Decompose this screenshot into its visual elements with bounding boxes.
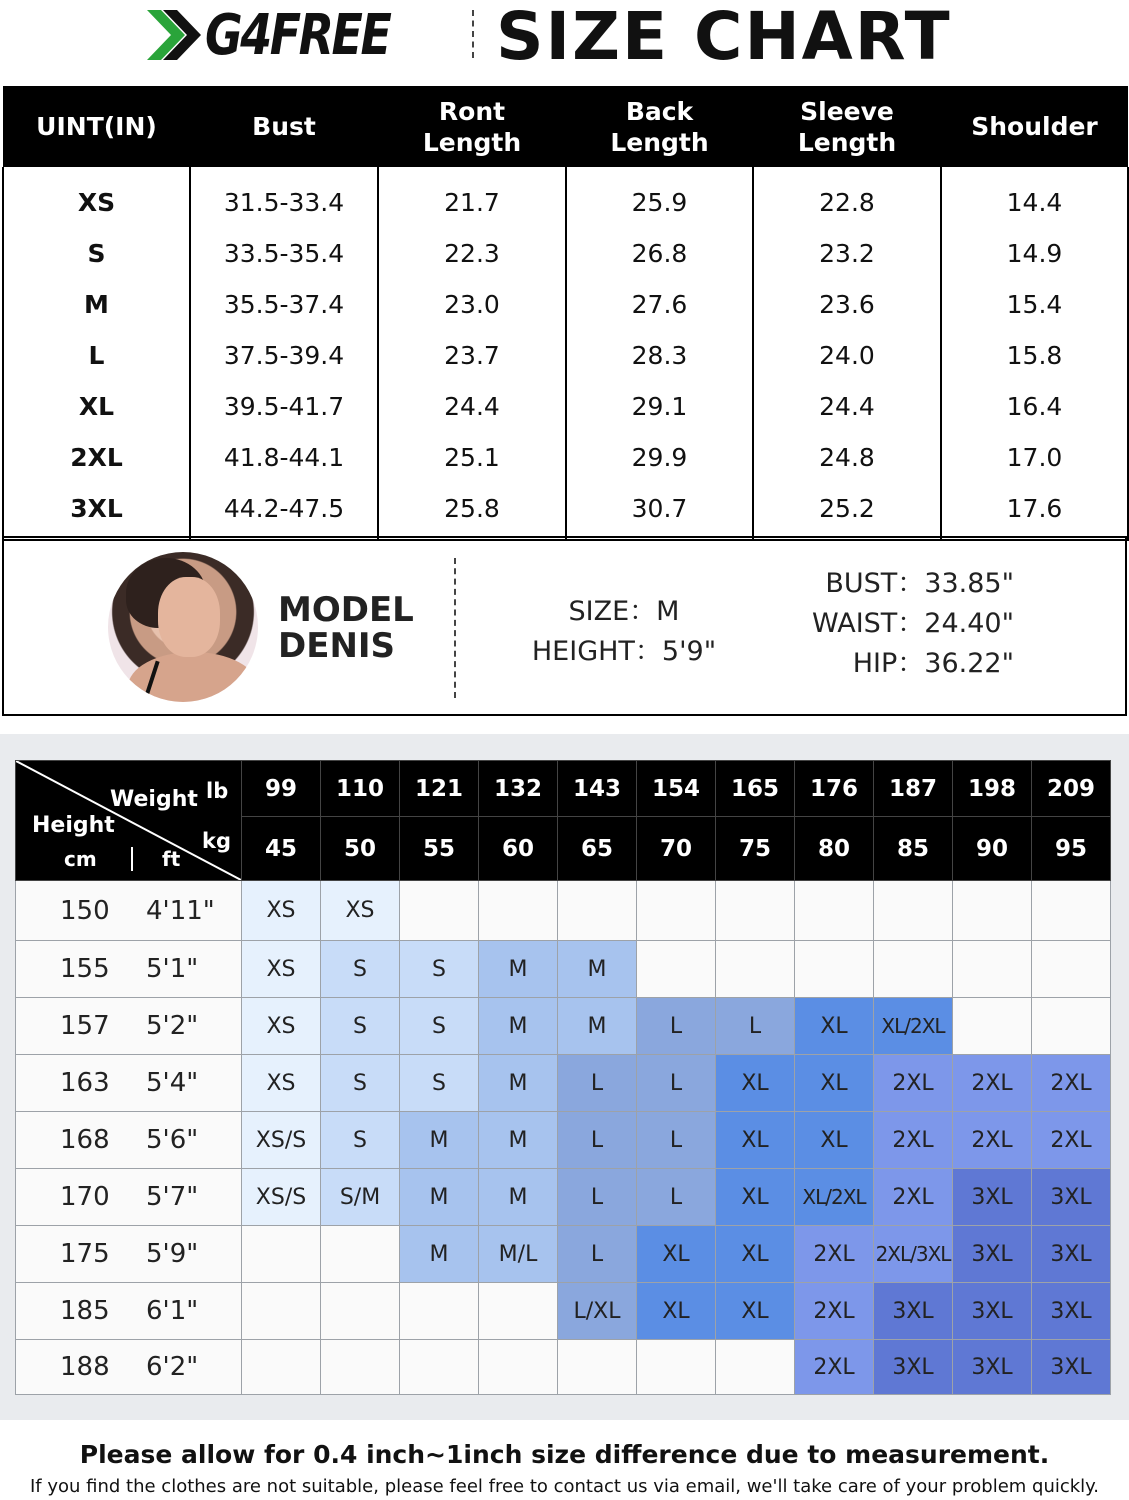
lb-header: 187 — [874, 761, 953, 817]
fit-size-cell: XL — [795, 1112, 874, 1169]
lb-label: lb — [206, 779, 229, 803]
measurement-cell: 25.9 — [566, 167, 753, 228]
kg-header: 45 — [242, 817, 321, 881]
model-name-line2: DENIS — [278, 626, 396, 666]
measurement-cell: 23.0 — [378, 279, 566, 330]
height-label: Height — [32, 813, 115, 838]
fit-size-cell: S — [321, 1112, 400, 1169]
fit-size-cell — [795, 941, 874, 998]
fit-size-cell — [874, 881, 953, 941]
column-header-text: Back Length — [610, 96, 709, 157]
height-cm: 168 — [60, 1125, 110, 1155]
measurement-cell: 23.7 — [378, 330, 566, 381]
measurement-cell: 33.5-35.4 — [190, 228, 378, 279]
lb-header: 121 — [400, 761, 479, 817]
fit-size-cell: XL — [716, 1226, 795, 1283]
model-height: HEIGHT：5'9" — [531, 636, 717, 667]
fit-size-cell: L — [558, 1226, 637, 1283]
fit-size-cell — [242, 1340, 321, 1395]
measurement-cell: 24.0 — [753, 330, 941, 381]
fit-size-cell: 2XL — [795, 1340, 874, 1395]
fit-size-cell: S/M — [321, 1169, 400, 1226]
fit-size-cell: 2XL — [953, 1112, 1032, 1169]
measurement-cell: 15.8 — [941, 330, 1128, 381]
unit-separator — [131, 847, 133, 871]
table-row — [16, 1169, 1111, 1226]
fit-size-cell: S — [400, 998, 479, 1055]
measurement-cell: 29.1 — [566, 381, 753, 432]
size-label: 3XL — [3, 483, 190, 540]
kg-header: 95 — [1032, 817, 1111, 881]
fit-size-cell — [795, 881, 874, 941]
measurement-cell: 25.2 — [753, 483, 941, 540]
fit-size-cell — [321, 1340, 400, 1395]
size-label: M — [3, 279, 190, 330]
measurement-cell: 25.1 — [378, 432, 566, 483]
fit-size-cell: M — [479, 1055, 558, 1112]
height-ft: 5'7" — [146, 1182, 199, 1212]
measurement-cell: 39.5-41.7 — [190, 381, 378, 432]
fit-size-cell — [1032, 941, 1111, 998]
size-label: S — [3, 228, 190, 279]
fit-size-cell — [1032, 998, 1111, 1055]
kg-header: 60 — [479, 817, 558, 881]
height-cm: 170 — [60, 1182, 110, 1212]
model-avatar — [108, 552, 258, 702]
measurement-cell: 14.4 — [941, 167, 1128, 228]
lb-header: 154 — [637, 761, 716, 817]
fit-size-cell — [321, 1226, 400, 1283]
table-corner — [16, 761, 242, 881]
kg-header: 85 — [874, 817, 953, 881]
height-cm: 150 — [60, 895, 110, 926]
measurement-cell: 22.3 — [378, 228, 566, 279]
fit-size-cell: 2XL — [874, 1169, 953, 1226]
height-cell — [16, 1340, 242, 1395]
lb-header: 132 — [479, 761, 558, 817]
height-cell — [16, 1112, 242, 1169]
fit-size-cell: L — [558, 1112, 637, 1169]
fit-size-cell — [1032, 881, 1111, 941]
measurement-cell: 22.8 — [753, 167, 941, 228]
fit-size-cell: 3XL — [1032, 1226, 1111, 1283]
fit-size-cell: L — [558, 1055, 637, 1112]
lb-header: 176 — [795, 761, 874, 817]
fit-size-cell — [637, 941, 716, 998]
fit-size-cell: L — [716, 998, 795, 1055]
column-header: Shoulder — [941, 86, 1128, 167]
fit-size-cell: 3XL — [953, 1283, 1032, 1340]
table-row — [3, 483, 1128, 540]
fit-size-cell: XS — [242, 998, 321, 1055]
fit-size-cell: L/XL — [558, 1283, 637, 1340]
height-cm: 163 — [60, 1068, 110, 1098]
measurement-cell: 24.4 — [753, 381, 941, 432]
fit-size-cell: XL — [637, 1283, 716, 1340]
fit-size-cell: M — [400, 1112, 479, 1169]
fit-size-cell — [716, 881, 795, 941]
kg-header: 75 — [716, 817, 795, 881]
fit-size-cell: XS — [321, 881, 400, 941]
measurement-note: Please allow for 0.4 inch~1inch size difference due to measurement. — [79, 1440, 1050, 1469]
size-measurement-table — [2, 86, 1129, 541]
height-ft: 6'1" — [146, 1296, 199, 1326]
model-bust: BUST：33.85" — [825, 568, 1014, 599]
fit-size-cell — [716, 1340, 795, 1395]
size-label: 2XL — [3, 432, 190, 483]
lb-header: 99 — [242, 761, 321, 817]
fit-size-cell — [242, 1226, 321, 1283]
fit-size-cell: M — [400, 1169, 479, 1226]
fit-size-cell: L — [637, 1112, 716, 1169]
fit-size-cell: 2XL — [795, 1283, 874, 1340]
table-row — [16, 1340, 1111, 1395]
height-cm: 175 — [60, 1239, 110, 1269]
table-row — [16, 1283, 1111, 1340]
lb-header: 165 — [716, 761, 795, 817]
measurement-cell: 24.4 — [378, 381, 566, 432]
measurement-cell: 17.6 — [941, 483, 1128, 540]
measurement-cell: 26.8 — [566, 228, 753, 279]
brand-name: G4FREE — [205, 2, 390, 68]
fit-size-cell: XL — [716, 1055, 795, 1112]
measurement-cell: 37.5-39.4 — [190, 330, 378, 381]
measurement-cell: 35.5-37.4 — [190, 279, 378, 330]
fit-size-cell: L — [558, 1169, 637, 1226]
header-divider — [472, 10, 474, 58]
fit-size-cell: XL — [716, 1283, 795, 1340]
ft-label: ft — [162, 847, 181, 871]
fit-size-cell: 2XL — [874, 1055, 953, 1112]
fit-size-cell: XS/S — [242, 1169, 321, 1226]
height-ft: 5'4" — [146, 1068, 199, 1098]
kg-header: 90 — [953, 817, 1032, 881]
height-cell — [16, 998, 242, 1055]
column-header — [566, 86, 753, 167]
fit-size-cell: M/L — [479, 1226, 558, 1283]
fit-size-cell: 2XL — [1032, 1055, 1111, 1112]
fit-size-cell — [400, 881, 479, 941]
column-header-text: Ront Length — [422, 96, 522, 157]
model-size-height — [504, 592, 744, 672]
fit-size-cell: XL — [716, 1112, 795, 1169]
height-cm: 188 — [60, 1352, 110, 1382]
fit-size-cell: 2XL — [1032, 1112, 1111, 1169]
fit-size-cell — [637, 1340, 716, 1395]
height-cell — [16, 1226, 242, 1283]
table-row — [16, 1112, 1111, 1169]
page-title: SIZE CHART — [496, 0, 952, 75]
fit-size-cell — [479, 1283, 558, 1340]
fit-size-cell — [479, 881, 558, 941]
lb-header: 209 — [1032, 761, 1111, 817]
cm-label: cm — [64, 847, 97, 871]
measurement-cell: 27.6 — [566, 279, 753, 330]
model-name-line1: MODEL — [278, 590, 414, 630]
fit-size-cell — [479, 1340, 558, 1395]
kg-header: 55 — [400, 817, 479, 881]
table-row — [3, 432, 1128, 483]
table-row — [16, 881, 1111, 941]
fit-size-cell: S — [321, 941, 400, 998]
fit-size-cell: M — [479, 1169, 558, 1226]
height-ft: 5'2" — [146, 1011, 199, 1041]
fit-size-cell: XL — [795, 998, 874, 1055]
lb-header-row — [16, 761, 1111, 817]
fit-size-cell: M — [400, 1226, 479, 1283]
model-measurements — [784, 564, 1014, 684]
fit-size-cell: 3XL — [953, 1169, 1032, 1226]
fit-size-cell: 3XL — [1032, 1169, 1111, 1226]
fit-size-cell: S — [321, 998, 400, 1055]
model-size: SIZE：M — [568, 596, 680, 627]
height-ft: 6'2" — [146, 1352, 199, 1382]
measurement-cell: 41.8-44.1 — [190, 432, 378, 483]
measurement-cell: 23.6 — [753, 279, 941, 330]
fit-size-cell — [637, 881, 716, 941]
fit-size-cell: XS — [242, 941, 321, 998]
model-divider — [454, 558, 456, 698]
fit-size-cell: 3XL — [953, 1226, 1032, 1283]
kg-header: 50 — [321, 817, 400, 881]
measurement-cell: 30.7 — [566, 483, 753, 540]
fit-size-cell: M — [558, 998, 637, 1055]
column-header: Bust — [190, 86, 378, 167]
model-info — [2, 536, 1127, 716]
fit-size-cell — [400, 1283, 479, 1340]
height-cell — [16, 1055, 242, 1112]
size-label: XS — [3, 167, 190, 228]
fit-size-cell — [953, 998, 1032, 1055]
kg-label: kg — [202, 829, 231, 853]
fit-size-cell: 3XL — [874, 1340, 953, 1395]
header — [0, 0, 1129, 80]
fit-size-cell: L — [637, 1169, 716, 1226]
kg-header: 65 — [558, 817, 637, 881]
fit-size-cell: 2XL — [953, 1055, 1032, 1112]
fit-size-cell: XL — [795, 1055, 874, 1112]
measurement-cell: 15.4 — [941, 279, 1128, 330]
lb-header: 110 — [321, 761, 400, 817]
chevron-logo-icon — [145, 6, 203, 64]
fit-size-cell: XS — [242, 1055, 321, 1112]
measurement-cell: 21.7 — [378, 167, 566, 228]
measurement-cell: 28.3 — [566, 330, 753, 381]
fit-size-cell: S — [321, 1055, 400, 1112]
table-row — [3, 279, 1128, 330]
height-cell — [16, 1169, 242, 1226]
column-header: UINT(IN) — [3, 86, 190, 167]
height-cell — [16, 1283, 242, 1340]
fit-size-cell: 3XL — [874, 1283, 953, 1340]
height-weight-fit-table — [15, 760, 1111, 1395]
fit-size-cell: 2XL — [874, 1112, 953, 1169]
height-ft: 5'6" — [146, 1125, 199, 1155]
table-row — [3, 381, 1128, 432]
fit-size-cell: M — [479, 941, 558, 998]
lb-header: 143 — [558, 761, 637, 817]
lb-header: 198 — [953, 761, 1032, 817]
kg-header: 70 — [637, 817, 716, 881]
measurement-cell: 17.0 — [941, 432, 1128, 483]
height-ft: 5'1" — [146, 954, 199, 984]
height-cm: 185 — [60, 1296, 110, 1326]
height-cm: 155 — [60, 954, 110, 984]
measurement-cell: 14.9 — [941, 228, 1128, 279]
column-header — [378, 86, 566, 167]
fit-size-cell: 3XL — [1032, 1283, 1111, 1340]
fit-size-cell: L — [637, 1055, 716, 1112]
fit-size-cell: 2XL/3XL — [874, 1226, 953, 1283]
fit-size-cell: XL/2XL — [874, 998, 953, 1055]
table-row — [16, 1226, 1111, 1283]
fit-size-cell — [558, 1340, 637, 1395]
table-row — [16, 1055, 1111, 1112]
table-row — [16, 941, 1111, 998]
measurement-cell: 24.8 — [753, 432, 941, 483]
column-header-text: Sleeve Length — [797, 96, 897, 157]
fit-size-cell: S — [400, 941, 479, 998]
size-table-header — [3, 86, 1128, 167]
kg-header: 80 — [795, 817, 874, 881]
fit-size-cell — [321, 1283, 400, 1340]
fit-size-cell: 2XL — [795, 1226, 874, 1283]
measurement-cell: 31.5-33.4 — [190, 167, 378, 228]
fit-size-cell: M — [479, 1112, 558, 1169]
measurement-cell: 44.2-47.5 — [190, 483, 378, 540]
fit-size-cell — [558, 881, 637, 941]
fit-size-cell: XL — [716, 1169, 795, 1226]
table-row — [3, 228, 1128, 279]
contact-note: If you find the clothes are not suitable, please feel free to contact us via email, we'll take care of your problem quickly. — [29, 1476, 1099, 1497]
fit-size-cell: XL/2XL — [795, 1169, 874, 1226]
model-hip: HIP：36.22" — [852, 648, 1014, 679]
height-cm: 157 — [60, 1011, 110, 1041]
table-row — [16, 998, 1111, 1055]
fit-size-cell: 3XL — [1032, 1340, 1111, 1395]
fit-size-cell: XS — [242, 881, 321, 941]
size-label: XL — [3, 381, 190, 432]
fit-size-cell: S — [400, 1055, 479, 1112]
height-ft: 4'11" — [146, 895, 215, 926]
brand-logo — [145, 4, 430, 66]
model-name — [278, 592, 414, 664]
fit-size-cell: XL — [637, 1226, 716, 1283]
fit-size-cell: XS/S — [242, 1112, 321, 1169]
fit-size-cell: 3XL — [953, 1340, 1032, 1395]
fit-size-cell — [874, 941, 953, 998]
height-cell — [16, 941, 242, 998]
fit-size-cell — [953, 941, 1032, 998]
table-row — [3, 167, 1128, 228]
fit-size-cell — [716, 941, 795, 998]
fit-size-cell — [953, 881, 1032, 941]
table-row — [3, 330, 1128, 381]
fit-size-cell: M — [558, 941, 637, 998]
weight-label: Weight — [110, 787, 198, 812]
measurement-cell: 16.4 — [941, 381, 1128, 432]
height-cell — [16, 881, 242, 941]
fit-size-cell — [242, 1283, 321, 1340]
fit-size-cell — [400, 1340, 479, 1395]
fit-size-cell: L — [637, 998, 716, 1055]
column-header — [753, 86, 941, 167]
size-label: L — [3, 330, 190, 381]
measurement-cell: 25.8 — [378, 483, 566, 540]
height-ft: 5'9" — [146, 1239, 199, 1269]
measurement-cell: 29.9 — [566, 432, 753, 483]
measurement-cell: 23.2 — [753, 228, 941, 279]
model-waist: WAIST：24.40" — [812, 608, 1014, 639]
fit-size-cell: M — [479, 998, 558, 1055]
